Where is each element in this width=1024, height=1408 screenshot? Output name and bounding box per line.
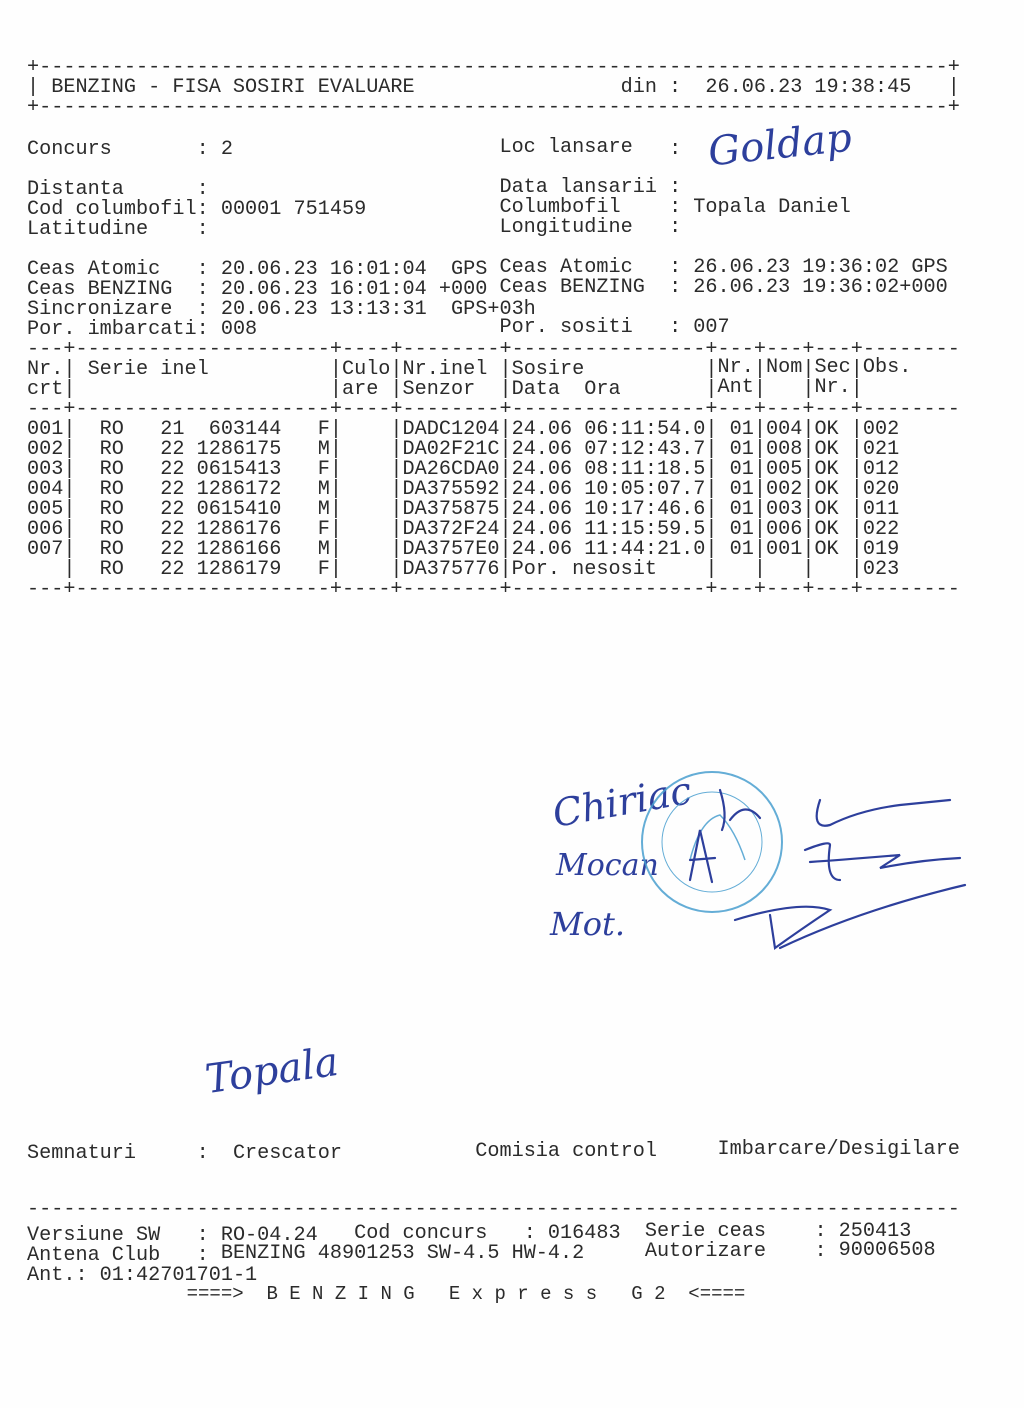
data-lansarii-label: Data lansarii (499, 176, 657, 199)
cell-crt: 002 (27, 438, 64, 461)
column-separator: | (802, 458, 815, 481)
column-separator: | (63, 358, 76, 381)
th-senzor-2: Senzor (402, 378, 476, 401)
cell-an: 22 (160, 498, 185, 521)
cell-crt: 003 (27, 458, 64, 481)
columbofil-label: Columbofil (499, 196, 621, 219)
commission-signature-2: Mocan (556, 848, 659, 883)
clock-left-value: 20.06.23 16:01:04 (220, 278, 427, 301)
latitudine-label: Latitudine (27, 218, 149, 241)
cell-an: 22 (160, 478, 185, 501)
benzing-express-banner: ====> B E N Z I N G E x p r e s s G 2 <==== (186, 1283, 746, 1305)
clock-right-suffix: GPS (911, 256, 948, 279)
column-separator: | (705, 518, 718, 541)
th-serie: Serie inel (87, 358, 209, 381)
column-separator: | (329, 498, 342, 521)
column-separator: | (499, 498, 512, 521)
cell-sosire: 24.06 10:05:07.7 (511, 478, 706, 501)
column-separator: | (850, 458, 863, 481)
crescator-signature: Topala (202, 1038, 342, 1104)
commission-signature-strokes (690, 790, 965, 948)
column-separator: | (705, 558, 718, 581)
column-separator: | (499, 478, 512, 501)
column-separator: | (850, 498, 863, 521)
serie-ceas-label: Serie ceas (644, 1220, 766, 1243)
data-lansarii-colon: : (669, 176, 682, 199)
header-box-top: +---------------------------------------------------------------------------+ (27, 56, 960, 79)
clock-left-suffix: +000 (438, 278, 488, 301)
loc-lansare-value-handwritten: Goldap (705, 114, 854, 176)
cell-nom: 005 (765, 458, 803, 481)
column-separator: | (705, 358, 718, 381)
autorizare-colon: : (814, 1240, 827, 1263)
cell-crt: 005 (27, 498, 64, 521)
cell-crt: 006 (27, 518, 64, 541)
column-separator: | (329, 478, 342, 501)
clock-left-suffix: GPS+03h (451, 298, 536, 321)
clock-left-label: Ceas BENZING (27, 278, 173, 301)
column-separator: | (850, 518, 863, 541)
cell-sec: OK (814, 418, 839, 441)
clock-left-colon: : (196, 278, 209, 301)
column-separator: | (63, 518, 76, 541)
por-imbarcati-label: Por. imbarcati: (27, 318, 209, 341)
cell-numar: 1286176 (196, 518, 282, 541)
distanta-colon: : (196, 178, 209, 201)
versiune-value: RO-04.24 (220, 1224, 318, 1247)
clock-left-value: 20.06.23 16:01:04 (220, 258, 427, 281)
cell-senzor: DA375875 (402, 498, 500, 521)
column-separator: | (753, 358, 766, 381)
cell-sosire: 24.06 11:15:59.5 (511, 518, 706, 541)
cell-sosire: 24.06 11:44:21.0 (511, 538, 706, 561)
cell-an: 22 (160, 558, 185, 581)
cell-ant: 01 (729, 458, 754, 481)
cell-sex: M (317, 438, 330, 461)
cell-senzor: DADC1204 (402, 418, 500, 441)
column-separator: | (63, 438, 76, 461)
clock-left-colon: : (196, 258, 209, 281)
column-separator: | (802, 498, 815, 521)
cell-tara: RO (99, 458, 124, 481)
cell-ant: 01 (729, 498, 754, 521)
cell-sec: OK (814, 498, 839, 521)
column-separator: | (753, 418, 766, 441)
cell-tara: RO (99, 558, 124, 581)
cell-sosire: 24.06 10:17:46.6 (511, 498, 706, 521)
column-separator: | (390, 558, 403, 581)
cell-nom: 001 (765, 538, 803, 561)
comisia-control-label: Comisia control (475, 1140, 657, 1163)
cell-ant: 01 (729, 478, 754, 501)
cell-obs: 020 (862, 478, 900, 501)
column-separator: | (753, 438, 766, 461)
cell-obs: 019 (862, 538, 900, 561)
column-separator: | (850, 378, 863, 401)
column-separator: | (63, 538, 76, 561)
columbofil-value: Topala Daniel (693, 196, 851, 219)
imbarcare-label: Imbarcare/Desigilare (717, 1138, 960, 1161)
cell-ant: 01 (729, 418, 754, 441)
cell-an: 22 (160, 538, 185, 561)
cell-numar: 1286172 (196, 478, 282, 501)
cell-sec: OK (814, 538, 839, 561)
cell-obs: 022 (862, 518, 900, 541)
cod-concurs-label: Cod concurs (354, 1222, 488, 1245)
concurs-colon: : (196, 138, 209, 161)
commission-signature-3: Mot. (550, 905, 626, 943)
clock-right-colon: : (669, 256, 682, 279)
semnaturi-colon: : (196, 1142, 209, 1165)
column-separator: | (753, 518, 766, 541)
column-separator: | (850, 438, 863, 461)
cell-tara: RO (99, 418, 124, 441)
cod-columbofil-label: Cod columbofil: (27, 198, 209, 221)
cell-obs: 021 (862, 438, 900, 461)
th-ant-2: Ant (717, 376, 754, 399)
crescator-label: Crescator (232, 1142, 342, 1165)
cell-tara: RO (99, 478, 124, 501)
column-separator: | (329, 378, 342, 401)
column-separator: | (802, 478, 815, 501)
column-separator: | (753, 558, 766, 581)
loc-lansare-colon: : (669, 138, 682, 161)
column-separator: | (329, 438, 342, 461)
column-separator: | (329, 458, 342, 481)
th-sosire-1: Sosire (511, 358, 585, 381)
cell-nom: 003 (765, 498, 803, 521)
cell-sex: M (317, 498, 330, 521)
column-separator: | (499, 518, 512, 541)
distanta-label: Distanta (27, 178, 124, 201)
cell-nom: 008 (765, 438, 803, 461)
clock-left-colon: : (196, 298, 209, 321)
column-separator: | (705, 478, 718, 501)
cell-tara: RO (99, 538, 124, 561)
cell-ant: 01 (729, 538, 754, 561)
longitudine-colon: : (669, 216, 682, 239)
table-divider: ---+---------------------+----+--------+----------------+---+---+---+-------- (27, 398, 960, 421)
column-separator: | (63, 418, 76, 441)
cell-ant: 01 (729, 518, 754, 541)
cell-senzor: DA375592 (402, 478, 500, 501)
column-separator: | (390, 358, 403, 381)
cell-obs: 011 (862, 498, 900, 521)
clock-right-value: 26.06.23 19:36:02 (693, 256, 900, 279)
cell-senzor: DA375776 (402, 558, 500, 581)
column-separator: | (390, 518, 403, 541)
column-separator: | (329, 518, 342, 541)
clock-right-label: Ceas Atomic (499, 256, 633, 279)
cell-numar: 1286179 (196, 558, 282, 581)
cell-sec: OK (814, 518, 839, 541)
cell-sec: OK (814, 458, 839, 481)
cell-sosire: Por. nesosit (511, 558, 657, 581)
cell-tara: RO (99, 498, 124, 521)
clock-right-value: 26.06.23 19:36:02 (693, 276, 900, 299)
column-separator: | (390, 438, 403, 461)
cell-numar: 0615410 (196, 498, 282, 521)
cell-ant: 01 (729, 438, 754, 461)
column-separator: | (499, 438, 512, 461)
th-sosire-2: Data Ora (511, 378, 621, 401)
antena-value: BENZING 48901253 SW-4.5 HW-4.2 (220, 1242, 585, 1265)
column-separator: | (802, 438, 815, 461)
loc-lansare-label: Loc lansare (499, 136, 633, 159)
column-separator: | (753, 458, 766, 481)
column-separator: | (499, 558, 512, 581)
th-sec-1: Sec (814, 356, 851, 379)
autorizare-value: 90006508 (838, 1239, 936, 1262)
semnaturi-label: Semnaturi (27, 1142, 137, 1165)
column-separator: | (329, 418, 342, 441)
concurs-value: 2 (220, 138, 233, 161)
column-separator: | (850, 558, 863, 581)
table-divider: ---+---------------------+----+--------+----------------+---+---+---+-------- (27, 578, 960, 601)
longitudine-label: Longitudine (499, 216, 633, 239)
cell-obs: 012 (862, 458, 900, 481)
cell-numar: 603144 (208, 418, 282, 441)
column-separator: | (705, 538, 718, 561)
cell-sex: F (317, 458, 330, 481)
column-separator: | (753, 498, 766, 521)
column-separator: | (850, 418, 863, 441)
cell-nom: 006 (765, 518, 803, 541)
column-separator: | (753, 538, 766, 561)
column-separator: | (802, 558, 815, 581)
cell-an: 22 (160, 518, 185, 541)
cell-an: 22 (160, 438, 185, 461)
clock-left-label: Sincronizare (27, 298, 173, 321)
th-ant-1: Nr. (717, 356, 754, 379)
clock-left-suffix: GPS (451, 258, 488, 281)
column-separator: | (850, 538, 863, 561)
column-separator: | (390, 538, 403, 561)
footer-divider: ----------------------------------------------------------------------------- (27, 1198, 960, 1221)
header-box-right: | (947, 76, 960, 99)
column-separator: | (850, 358, 863, 381)
cell-obs: 023 (862, 558, 900, 581)
column-separator: | (802, 538, 815, 561)
cell-sex: F (317, 418, 330, 441)
versiune-label: Versiune SW (27, 1224, 161, 1247)
cell-numar: 1286175 (196, 438, 282, 461)
por-sositi-label: Por. sositi (499, 316, 633, 339)
column-separator: | (802, 358, 815, 381)
header-box-bottom: +---------------------------------------------------------------------------+ (27, 96, 960, 119)
din-value: 26.06.23 19:38:45 (705, 76, 912, 99)
din-label: din : (620, 76, 682, 99)
clock-right-label: Ceas BENZING (499, 276, 645, 299)
cod-columbofil-value: 00001 751459 (220, 198, 367, 221)
cell-numar: 1286166 (196, 538, 282, 561)
latitudine-colon: : (196, 218, 209, 241)
cell-sosire: 24.06 07:12:43.7 (511, 438, 706, 461)
column-separator: | (499, 538, 512, 561)
column-separator: | (499, 378, 512, 401)
serie-ceas-value: 250413 (838, 1220, 912, 1243)
column-separator: | (390, 478, 403, 501)
antena-colon: : (196, 1244, 209, 1267)
column-separator: | (499, 458, 512, 481)
commission-signature-1: Chiriac (549, 768, 695, 836)
cell-crt: 004 (27, 478, 64, 501)
por-imbarcati-value: 008 (220, 318, 258, 341)
cell-nom: 002 (765, 478, 803, 501)
cell-crt: 001 (27, 418, 64, 441)
column-separator: | (329, 558, 342, 581)
column-separator: | (753, 478, 766, 501)
th-nom: Nom (765, 356, 803, 379)
column-separator: | (390, 498, 403, 521)
column-separator: | (329, 358, 342, 381)
column-separator: | (705, 378, 718, 401)
cell-crt: 007 (27, 538, 64, 561)
column-separator: | (390, 458, 403, 481)
clock-right-suffix: +000 (899, 276, 948, 299)
column-separator: | (63, 478, 76, 501)
por-sositi-colon: : (669, 316, 682, 339)
cell-senzor: DA3757E0 (402, 538, 500, 561)
th-culoare-1: Culo (341, 358, 391, 381)
column-separator: | (63, 458, 76, 481)
column-separator: | (850, 478, 863, 501)
cell-sec: OK (814, 438, 839, 461)
cell-sex: M (317, 538, 330, 561)
column-separator: | (802, 378, 815, 401)
cell-nom: 004 (765, 418, 803, 441)
column-separator: | (390, 378, 403, 401)
cell-sec: OK (814, 478, 839, 501)
cell-sex: F (317, 558, 330, 581)
cell-an: 22 (160, 458, 185, 481)
th-senzor-1: Nr.inel (402, 358, 488, 381)
cell-numar: 0615413 (196, 458, 282, 481)
column-separator: | (705, 498, 718, 521)
cell-sosire: 24.06 06:11:54.0 (511, 418, 706, 441)
header-title: BENZING - FISA SOSIRI EVALUARE (51, 76, 415, 99)
cell-sex: F (317, 518, 330, 541)
clock-left-value: 20.06.23 13:13:31 (220, 298, 427, 321)
cell-senzor: DA26CDA0 (402, 458, 500, 481)
column-separator: | (390, 418, 403, 441)
th-nr: Nr. (27, 358, 64, 381)
column-separator: | (63, 378, 76, 401)
cell-sosire: 24.06 08:11:18.5 (511, 458, 706, 481)
cell-senzor: DA02F21C (402, 438, 500, 461)
cod-concurs-value: 016483 (547, 1222, 621, 1245)
ant-info: Ant.: 01:42701701-1 (27, 1264, 258, 1287)
cell-obs: 002 (862, 418, 900, 441)
concurs-label: Concurs (27, 138, 112, 161)
clock-left-label: Ceas Atomic (27, 258, 161, 281)
versiune-colon: : (196, 1224, 209, 1247)
th-culoare-2: are (341, 378, 379, 401)
column-separator: | (63, 498, 76, 521)
th-sec-2: Nr. (814, 376, 851, 399)
column-separator: | (499, 418, 512, 441)
column-separator: | (705, 418, 718, 441)
column-separator: | (705, 458, 718, 481)
cell-tara: RO (99, 518, 124, 541)
cell-sex: M (317, 478, 330, 501)
cell-an: 21 (160, 418, 185, 441)
autorizare-label: Autorizare (644, 1240, 766, 1263)
clock-right-colon: : (669, 276, 682, 299)
column-separator: | (499, 358, 512, 381)
antena-label: Antena Club (27, 1244, 161, 1267)
serie-ceas-colon: : (814, 1220, 827, 1243)
column-separator: | (802, 518, 815, 541)
cell-tara: RO (99, 438, 124, 461)
por-sositi-value: 007 (693, 316, 730, 339)
th-crt: crt (27, 378, 64, 401)
th-obs: Obs. (862, 356, 912, 379)
column-separator: | (329, 538, 342, 561)
column-separator: | (63, 558, 76, 581)
columbofil-colon: : (669, 196, 682, 219)
cell-senzor: DA372F24 (402, 518, 500, 541)
column-separator: | (802, 418, 815, 441)
cod-concurs-colon: : (523, 1222, 536, 1245)
table-divider: ---+---------------------+----+--------+----------------+---+---+---+-------- (27, 338, 960, 361)
column-separator: | (705, 438, 718, 461)
header-box-left: | (27, 76, 40, 99)
column-separator: | (753, 378, 766, 401)
